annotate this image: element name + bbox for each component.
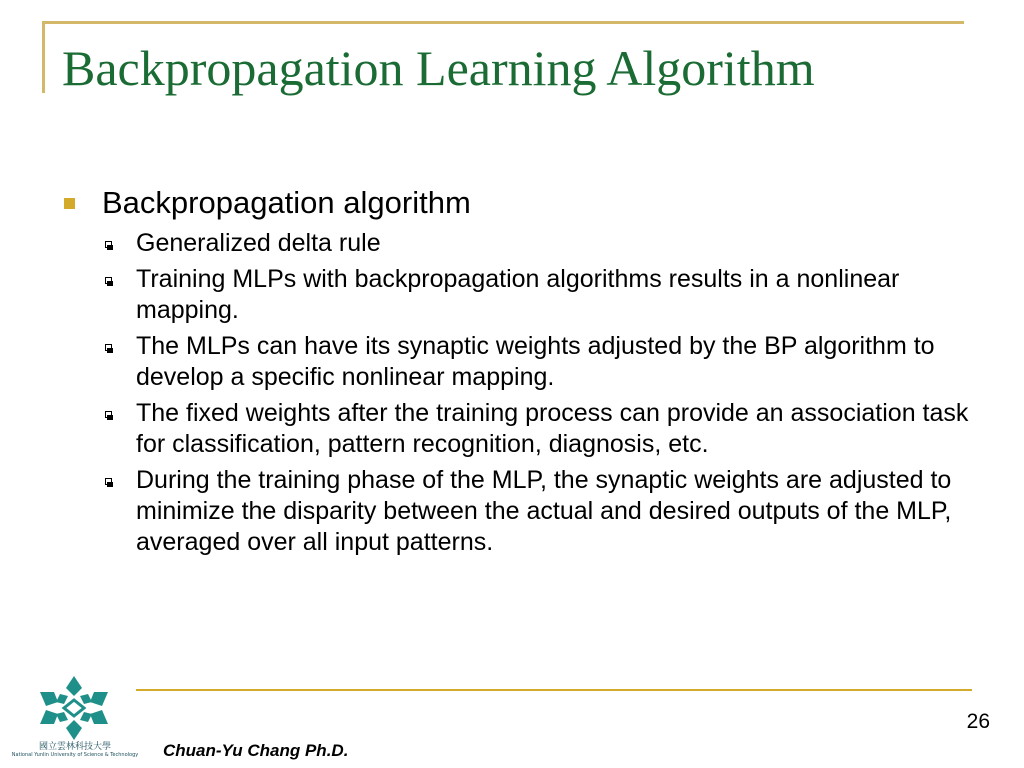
slide-title: Backpropagation Learning Algorithm xyxy=(62,40,815,96)
bullet-level1 xyxy=(62,184,972,222)
sub-bullet-item xyxy=(62,331,972,393)
logo-text: 國立雲林科技大學 xyxy=(38,742,111,752)
hollow-square-icon xyxy=(105,478,112,485)
filled-square-icon xyxy=(64,198,75,209)
hollow-square-icon xyxy=(105,241,112,248)
slide-content xyxy=(62,184,972,563)
title-frame-top-line xyxy=(42,21,964,24)
sub-bullet-text: The fixed weights after the training process can provide an association task for classification, pattern recognition, diagnosis, etc. xyxy=(136,399,969,458)
sub-bullet-text: Generalized delta rule xyxy=(136,229,381,257)
sub-bullet-text: The MLPs can have its synaptic weights adjusted by the BP algorithm to develop a specific nonlinear mapping. xyxy=(136,332,935,391)
sub-bullet-text: During the training phase of the MLP, the synaptic weights are adjusted to minimize the disparity between the actual and desired outputs of the MLP, averaged over all input patterns. xyxy=(136,466,952,556)
sub-bullet-list xyxy=(62,228,972,558)
title-frame-left-line xyxy=(42,21,45,93)
author-name: Chuan-Yu Chang Ph.D. xyxy=(163,741,349,760)
sub-bullet-item xyxy=(62,398,972,460)
page-number: 26 xyxy=(966,710,990,733)
bullet-level1-text: Backpropagation algorithm xyxy=(102,185,471,220)
sub-bullet-item xyxy=(62,228,972,259)
university-logo-icon xyxy=(34,674,114,742)
logo-caption xyxy=(10,742,140,758)
logo-subtext: National Yunlin University of Science & Technology xyxy=(11,752,139,758)
footer-divider xyxy=(136,689,972,691)
hollow-square-icon xyxy=(105,411,112,418)
hollow-square-icon xyxy=(105,344,112,351)
sub-bullet-text: Training MLPs with backpropagation algorithms results in a nonlinear mapping. xyxy=(136,265,900,324)
sub-bullet-item xyxy=(62,264,972,326)
hollow-square-icon xyxy=(105,277,112,284)
sub-bullet-item xyxy=(62,465,972,558)
